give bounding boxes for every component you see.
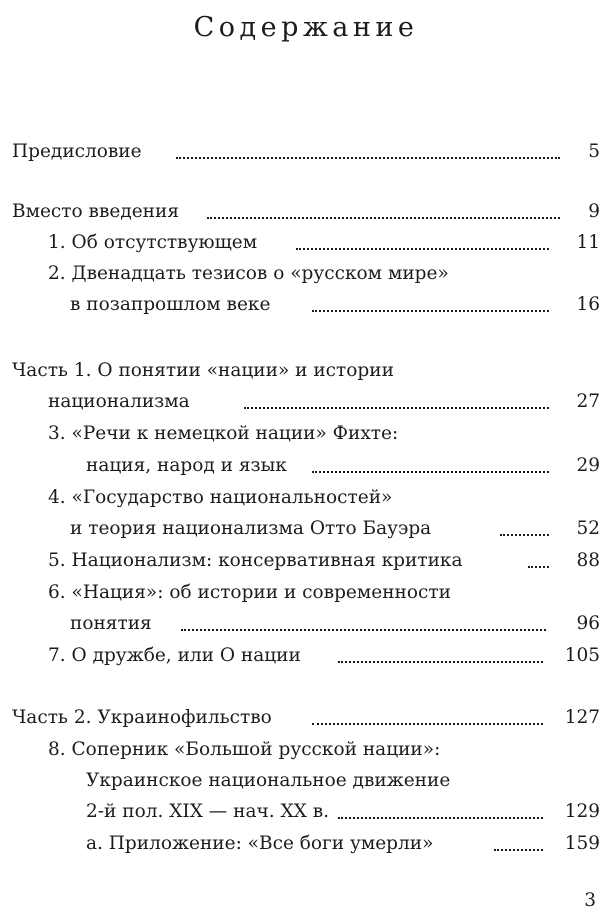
toc-entry-text: Вместо введения xyxy=(12,201,179,222)
toc-entry-text: 7. О дружбе, или О нации xyxy=(48,645,301,666)
dot-leader xyxy=(528,545,549,577)
toc-entry-text: Предисловие xyxy=(12,141,142,162)
toc-entry-introduction xyxy=(0,196,612,228)
dot-leader xyxy=(312,289,549,321)
dot-leader xyxy=(338,640,543,672)
toc-page-number: 127 xyxy=(564,707,600,728)
toc-entry-text: 1. Об отсутствующем xyxy=(48,232,258,253)
toc-page-number: 96 xyxy=(576,613,600,634)
page-title: Содержание xyxy=(193,12,419,43)
dot-leader xyxy=(296,227,549,259)
toc-page-number: 16 xyxy=(576,294,600,315)
toc-entry-part-1 xyxy=(0,355,612,387)
toc-entry-text: нация, народ и язык xyxy=(86,455,287,476)
toc-entry-chapter-6-continued xyxy=(0,608,612,640)
toc-entry-chapter-3-continued xyxy=(0,450,612,482)
dot-leader xyxy=(312,702,543,734)
toc-entry-chapter-8 xyxy=(0,734,612,766)
dot-leader xyxy=(181,608,546,640)
dot-leader xyxy=(176,136,560,168)
toc-page-number: 29 xyxy=(576,455,600,476)
toc-entry-chapter-8-continued-2 xyxy=(0,796,612,828)
dot-leader xyxy=(244,386,549,418)
toc-entry-text: Украинское национальное движение xyxy=(86,770,451,791)
toc-entry-part-1-continued xyxy=(0,386,612,418)
toc-entry-text: понятия xyxy=(70,613,152,634)
toc-page-number: 9 xyxy=(588,201,600,222)
toc-entry-text: 3. «Речи к немецкой нации» Фихте: xyxy=(48,423,399,444)
dot-leader xyxy=(312,450,549,482)
toc-page-number: 52 xyxy=(576,518,600,539)
toc-entry-text: 2-й пол. XIX — нач. XX в. xyxy=(86,801,329,822)
folio-page-number: 3 xyxy=(584,890,596,911)
toc-entry-chapter-6 xyxy=(0,577,612,609)
toc-entry-preface xyxy=(0,136,612,168)
dot-leader xyxy=(207,196,560,228)
toc-entry-part-2 xyxy=(0,702,612,734)
dot-leader xyxy=(494,828,543,860)
toc-entry-text: национализма xyxy=(48,391,190,412)
dot-leader xyxy=(500,513,549,545)
toc-page-number: 27 xyxy=(576,391,600,412)
toc-entry-chapter-7 xyxy=(0,640,612,672)
toc-entry-text: а. Приложение: «Все боги умерли» xyxy=(86,833,434,854)
toc-entry-chapter-1 xyxy=(0,227,612,259)
toc-entry-text: 4. «Государство национальностей» xyxy=(48,487,393,508)
toc-entry-text: в позапрошлом веке xyxy=(70,294,271,315)
toc-entry-text: Часть 1. О понятии «нации» и истории xyxy=(12,360,394,381)
toc-page-number: 105 xyxy=(564,645,600,666)
toc-entry-text: и теория национализма Отто Бауэра xyxy=(70,518,432,539)
toc-entry-chapter-2-continued xyxy=(0,289,612,321)
toc-page-number: 129 xyxy=(564,801,600,822)
toc-page-number: 88 xyxy=(576,550,600,571)
toc-entry-text: 6. «Нация»: об истории и современности xyxy=(48,582,451,603)
toc-page-number: 5 xyxy=(588,141,600,162)
toc-entry-text: Часть 2. Украинофильство xyxy=(12,707,272,728)
toc-entry-chapter-4-continued xyxy=(0,513,612,545)
toc-entry-text: 5. Национализм: консервативная критика xyxy=(48,550,463,571)
toc-page-number: 159 xyxy=(564,833,600,854)
toc-entry-chapter-2 xyxy=(0,258,612,290)
toc-entry-chapter-5 xyxy=(0,545,612,577)
toc-entry-text: 8. Соперник «Большой русской нации»: xyxy=(48,739,441,760)
toc-entry-chapter-3 xyxy=(0,418,612,450)
toc-entry-text: 2. Двенадцать тезисов о «русском мире» xyxy=(48,263,449,284)
toc-entry-appendix-a xyxy=(0,828,612,860)
toc-entry-chapter-8-continued xyxy=(0,765,612,797)
dot-leader xyxy=(338,796,543,828)
toc-page-number: 11 xyxy=(576,232,600,253)
toc-entry-chapter-4 xyxy=(0,482,612,514)
